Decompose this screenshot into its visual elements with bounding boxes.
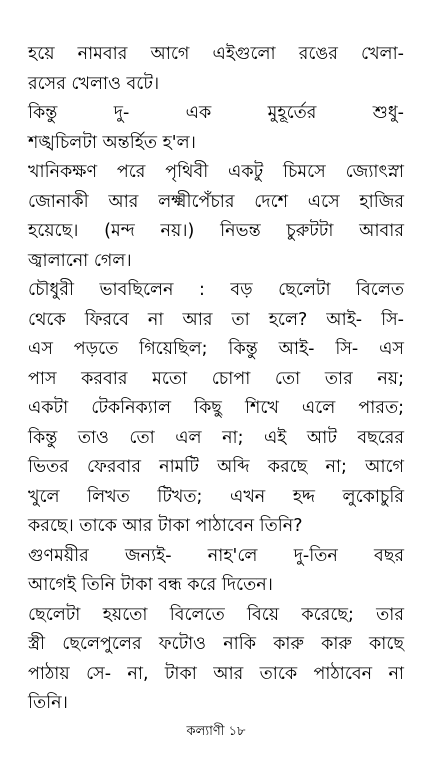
text-line: স্ত্রী ছেলেপুলের ফটোও নাকি কারু কারু কাছে — [28, 634, 404, 654]
paragraph — [28, 276, 404, 542]
text-line: একটা টেকনিক্যাল কিছু শিখে এলে পারত; — [28, 398, 404, 418]
text-line: পাঠায় সে- না, টাকা আর তাকে পাঠাবেন না — [28, 663, 404, 684]
footer-book-title: কল্যাণী — [186, 724, 225, 739]
text-line: চৌধুরী ভাবছিলেন : বড় ছেলেটা বিলেত — [28, 280, 404, 300]
text-line: ভিতর ফেরবার নামটি অব্দি করছে না; আগে — [28, 457, 404, 477]
text-line: খানিকক্ষণ পরে পৃথিবী একটু চিমসে জ্যোৎস্না — [28, 162, 404, 182]
paragraph — [28, 158, 404, 276]
paragraph — [28, 99, 404, 158]
text-line: কিন্তু তাও তো এল না; এই আট বছরের — [28, 427, 404, 448]
text-line: করছে। তাকে আর টাকা পাঠাবেন তিনি? — [28, 516, 303, 536]
page-text — [28, 40, 404, 719]
text-line: ছেলেটা হয়তো বিলেতে বিয়ে করেছে; তার — [28, 604, 404, 625]
page-footer — [0, 722, 432, 742]
paragraph — [28, 542, 404, 601]
text-line: এস পড়তে গিয়েছিল; কিন্তু আই- সি- এস — [28, 339, 404, 359]
text-line: জোনাকী আর লক্ষ্মীপেঁচার দেশে এসে হাজির — [28, 191, 404, 212]
text-line: আগেই তিনি টাকা বন্ধ করে দিতেন। — [28, 575, 273, 595]
text-line: পাস করবার মতো চোপা তো তার নয়; — [28, 368, 404, 389]
text-line: গুণময়ীর জন্যই- নাহ'লে দু-তিন বছর — [28, 545, 404, 566]
text-line: কিন্তু দু- এক মুহূর্তের শুধু- — [28, 103, 404, 123]
text-line: শঙ্খচিলটা অন্তর্হিত হ'ল। — [28, 132, 196, 153]
text-line: খুলে লিখত টিখত; এখন হদ্দ লুকোচুরি — [28, 486, 404, 507]
text-line: রসের খেলাও বটে। — [28, 73, 160, 94]
footer-page-number: ১৮ — [228, 724, 246, 739]
text-line: তিনি। — [28, 693, 68, 713]
text-line: জ্বালানো গেল। — [28, 250, 132, 271]
paragraph — [28, 601, 404, 719]
text-line: হয়েছে। (মন্দ নয়।) নিভন্ত চুরুটটা আবার — [28, 221, 404, 241]
text-line: থেকে ফিরবে না আর তা হলে? আই- সি- — [28, 309, 404, 330]
paragraph — [28, 40, 404, 99]
text-line: হয়ে নামবার আগে এইগুলো রঙের খেলা- — [28, 44, 404, 64]
